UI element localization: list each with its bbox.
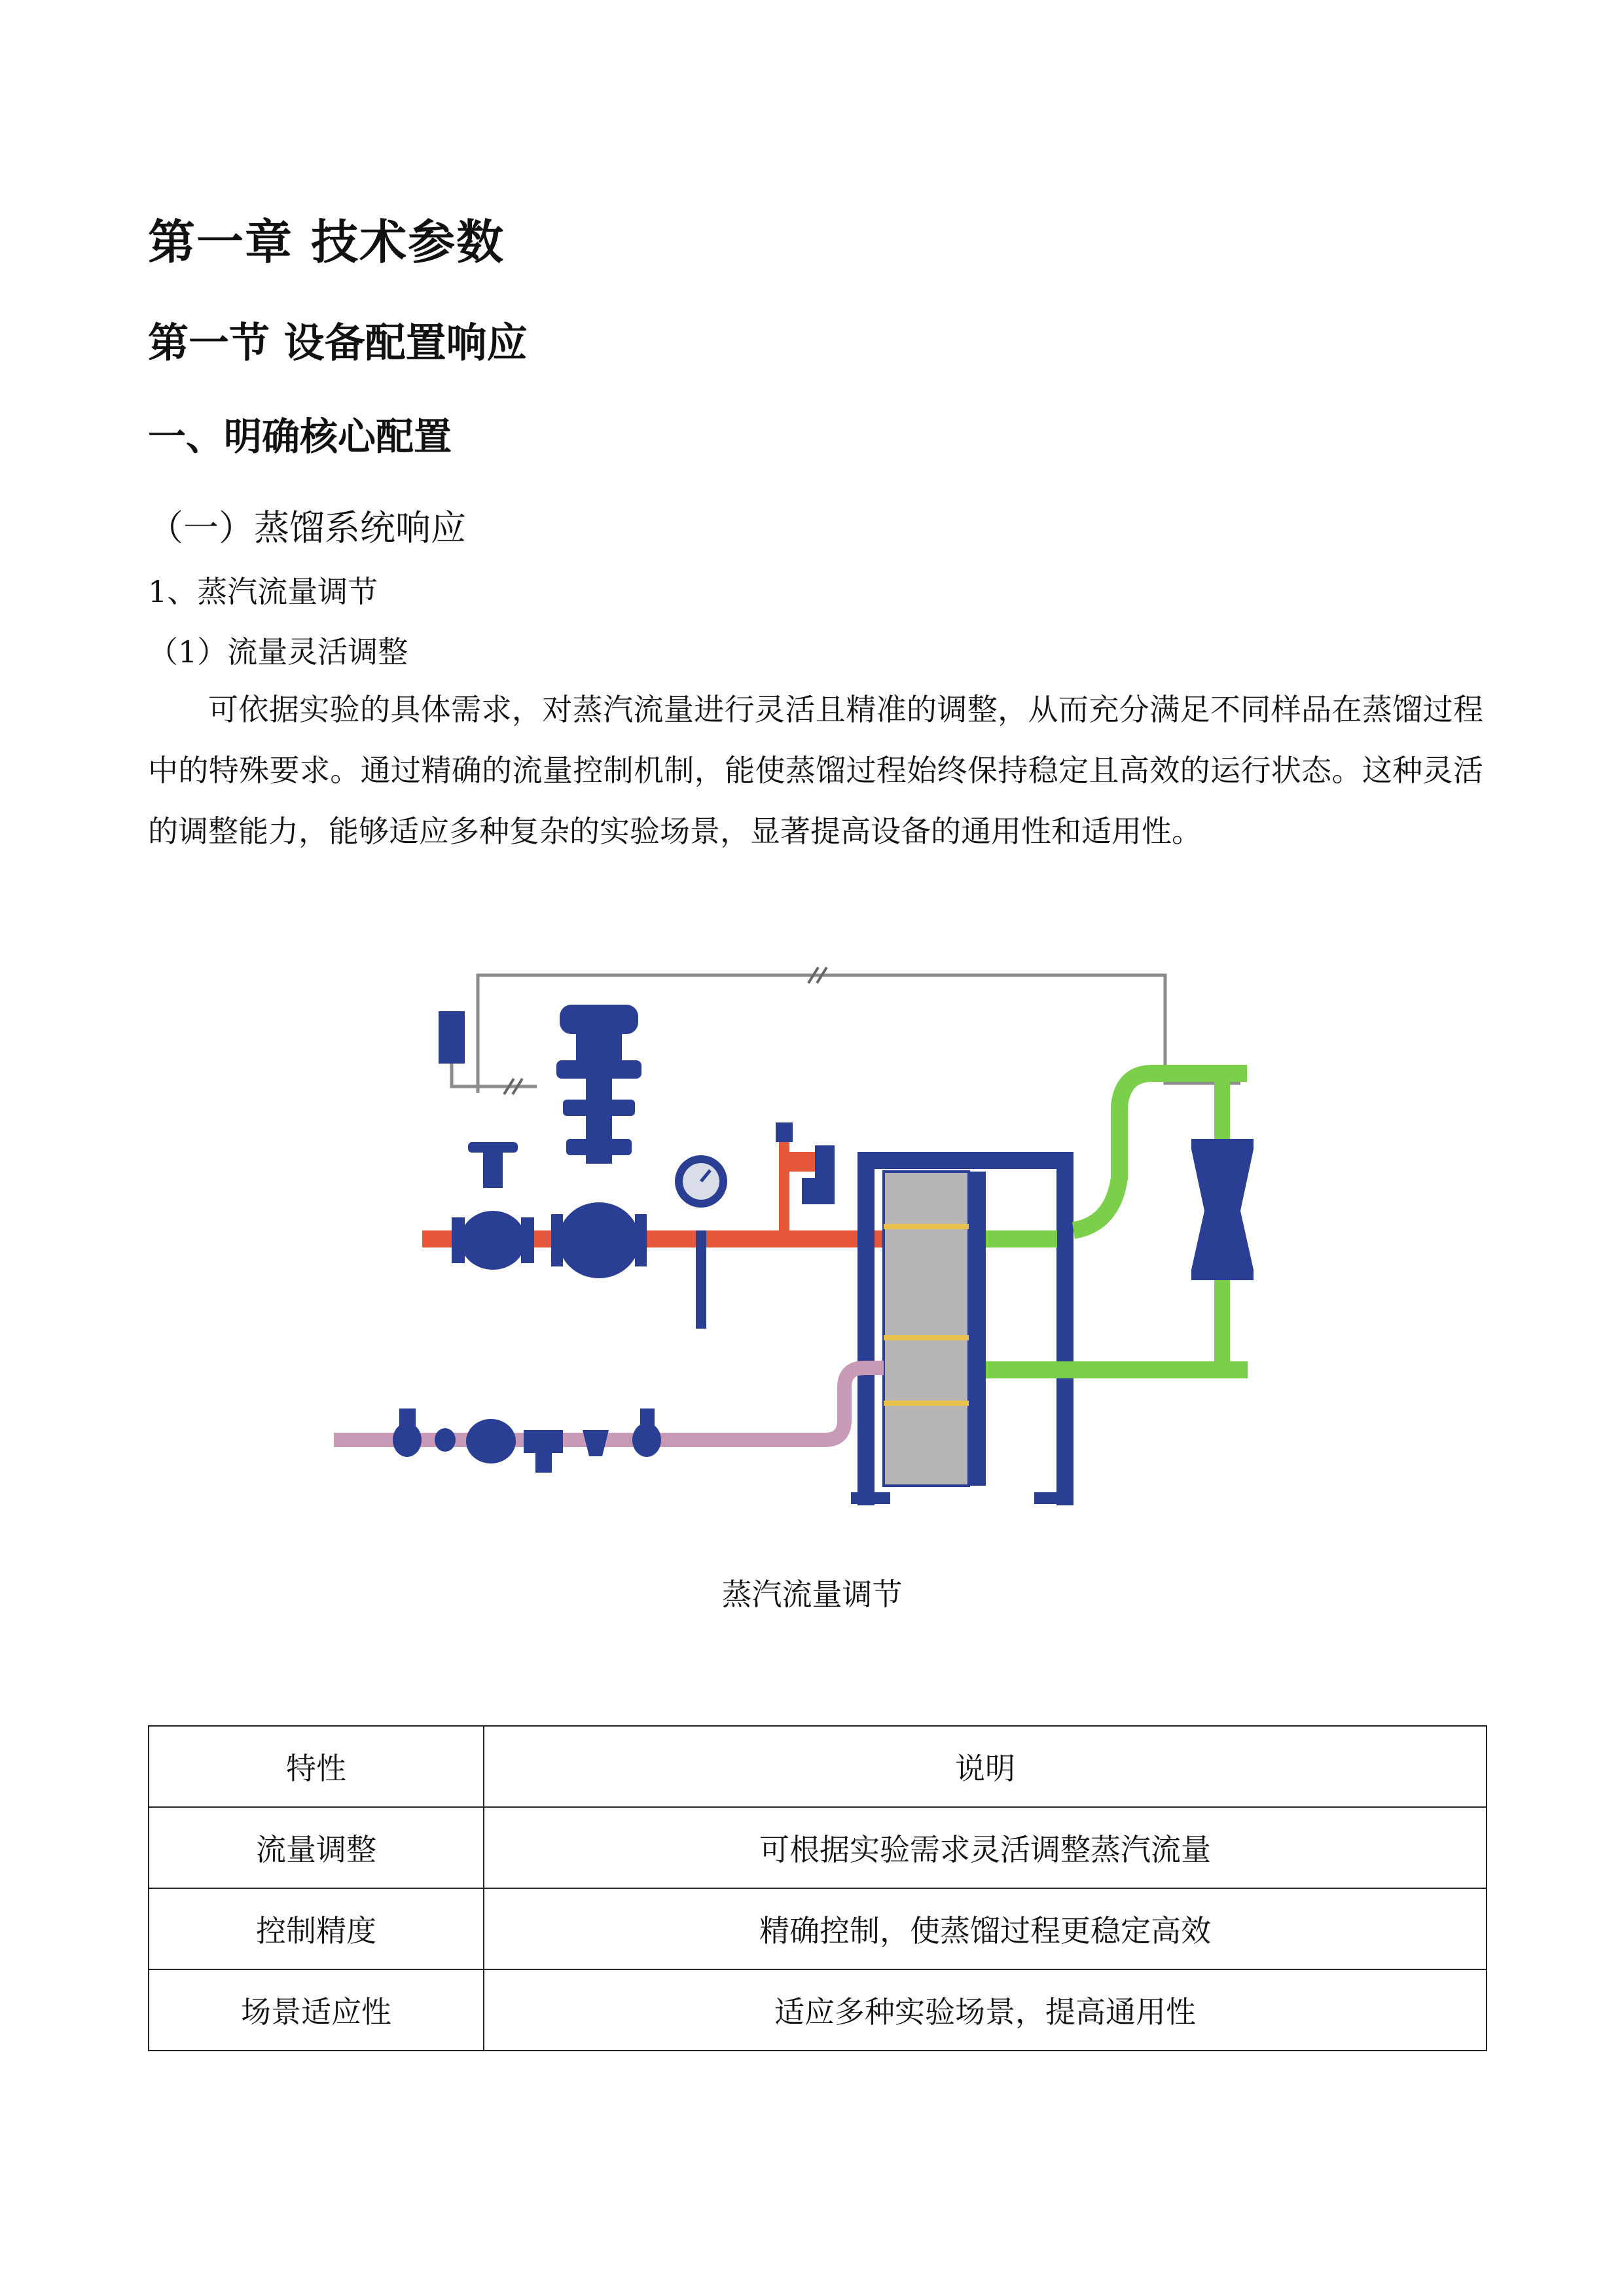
- subsection-title: 一、明确核心配置: [148, 414, 452, 459]
- water-pipe-lower: [986, 1361, 1248, 1378]
- table-header-cell: 说明: [484, 1726, 1487, 1807]
- table-row: [149, 1969, 1487, 2051]
- figure-caption: 蒸汽流量调节: [721, 1577, 903, 1612]
- table-row: [149, 1807, 1487, 1888]
- sub-subsection-title: （一）蒸馏系统响应: [148, 507, 466, 548]
- table-cell: 精确控制，使蒸馏过程更稳定高效: [484, 1888, 1487, 1969]
- steam-flow-diagram: [327, 942, 1362, 1551]
- table-cell: 可根据实验需求灵活调整蒸汽流量: [484, 1807, 1487, 1888]
- item-title: 1、蒸汽流量调节: [148, 574, 378, 609]
- section-title: 第一节 设备配置响应: [148, 319, 528, 367]
- table-cell: 适应多种实验场景，提高通用性: [484, 1969, 1487, 2051]
- table-row: [149, 1888, 1487, 1969]
- table-header-cell: 特性: [149, 1726, 484, 1807]
- table-header-row: [149, 1726, 1487, 1807]
- table-cell: 控制精度: [149, 1888, 484, 1969]
- sub-item-title: （1）流量灵活调整: [148, 634, 408, 670]
- table-cell: 流量调整: [149, 1807, 484, 1888]
- chapter-title: 第一章 技术参数: [148, 215, 505, 270]
- spec-table: [148, 1725, 1487, 2051]
- table-cell: 场景适应性: [149, 1969, 484, 2051]
- body-paragraph: 可依据实验的具体需求，对蒸汽流量进行灵活且精准的调整，从而充分满足不同样品在蒸馏过程中的特殊要求。通过精确的流量控制机制，能使蒸馏过程始终保持稳定且高效的运行状态。这种灵活的调整能力，能够适应多种复杂的实验场景，显著提高设备的通用性和适用性。: [148, 692, 1483, 849]
- controller-box: [439, 1011, 465, 1064]
